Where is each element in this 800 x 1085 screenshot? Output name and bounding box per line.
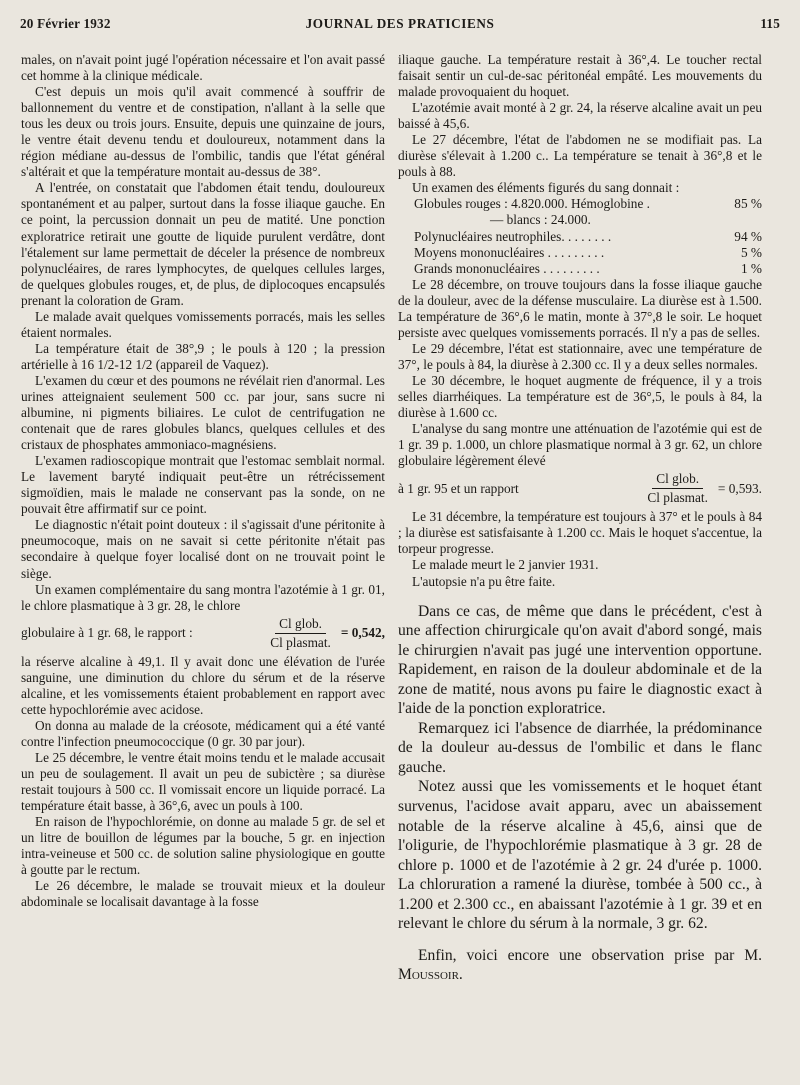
paragraph: males, on n'avait point jugé l'opération nécessaire et l'on avait passé cet homme à la clinique médicale. <box>21 52 385 84</box>
fraction <box>266 616 335 651</box>
spacer <box>398 590 762 602</box>
paragraph: Le 25 décembre, le ventre était moins tendu et le malade accusait un peu de soulagement. Il avait un peu de subictère ; sa diurèse restait toujours à 500 cc. Il vomissait encore un liquide porracé. La température était basse, à 36°,6, avec un pouls à 100. <box>21 750 385 814</box>
table-row <box>398 245 762 261</box>
paragraph: Le malade avait quelques vomissements porracés, mais les selles étaient normales. <box>21 308 385 340</box>
ratio-formula <box>21 616 385 651</box>
paragraph: Le diagnostic n'était point douteux : il s'agissait d'une péritonite à pneumocoque, mais on ne savait si cette péritonite n'était pas secondaire à quelque foyer localisé dont on ne trouvait point le siège. <box>21 517 385 581</box>
closing-text: Enfin, voici encore une observation prise par M. <box>418 946 762 964</box>
paragraph: Un examen complémentaire du sang montra l'azotémie à 1 gr. 01, le chlore plasmatique à 3 gr. 28, le chlore <box>21 581 385 613</box>
row-label: Moyens mononucléaires . . . . . . . . . <box>414 244 605 260</box>
fraction-numerator: Cl glob. <box>652 471 703 489</box>
paragraph: la réserve alcaline à 49,1. Il y avait donc une élévation de l'urée sanguine, une diminution du chlore du sérum et de la réserve alcaline, et les vomissements étaient probablement en rapport avec cette hypochlorémie avec acidose. <box>21 653 385 717</box>
paragraph: Le 27 décembre, l'état de l'abdomen ne se modifiait pas. La diurèse s'élevait à 1.200 c.. La température se tenait à 36°,8 et le pouls à 88. <box>398 132 762 180</box>
formula-text: globulaire à 1 gr. 68, le rapport : <box>21 625 193 641</box>
paragraph: L'examen radioscopique montrait que l'estomac semblait normal. Le lavement baryté indiquait peut-être un rétrécissement sigmoïdien, mais le malade ne conservant pas la sonde, on ne pouvait être affirmatif sur ce point. <box>21 453 385 517</box>
row-value: 1 % <box>740 260 762 276</box>
paragraph: L'autopsie n'a pu être faite. <box>412 573 556 589</box>
paragraph: Le malade meurt le 2 janvier 1931. <box>412 557 599 573</box>
fraction-denominator: Cl plasmat. <box>647 490 708 506</box>
fraction-denominator: Cl plasmat. <box>270 634 331 650</box>
paragraph: Le 31 décembre, la température est toujours à 37° et le pouls à 84 ; la diurèse est satisfaisante à 1.200 cc. Mais le hoquet s'accentue, la torpeur progresse. <box>398 509 762 557</box>
paragraph: C'est depuis un mois qu'il avait commencé à souffrir de ballonnement du ventre et de constipation, n'allant à la selle que tous les deux ou trois jours. Ensuite, depuis une quinzaine de jours, le ventre était devenu tendu et douloureux, notamment dans la région médiane au-dessus de l'ombilic, tandis que l'état général s'altérait et que la température montait au-dessus de 38°. <box>21 84 385 180</box>
table-row <box>398 261 762 277</box>
paragraph: Remarquez ici l'absence de diarrhée, la prédominance de la douleur au-dessus de l'ombilic et dans le flanc gauche. <box>398 719 762 776</box>
fraction <box>643 471 712 506</box>
left-column <box>21 52 385 910</box>
formula-text: à 1 gr. 95 et un rapport <box>398 480 519 496</box>
paragraph: On donna au malade de la créosote, médicament qui a été vanté contre l'infection pneumococcique (0 gr. 30 par jour). <box>21 717 385 749</box>
paragraph: En raison de l'hypochlorémie, on donne au malade 5 gr. de sel et un litre de bouillon de légumes par la bouche, 5 gr. en injection intra-veineuse et 500 cc. de solution saline physiologique en goutte à goutte par le rectum. <box>21 814 385 878</box>
paragraph: iliaque gauche. La température restait à 36°,4. Le toucher rectal faisait sentir un cul-de-sac péritonéal empâté. Les mouvements du malade provoquaient du hoquet. <box>398 52 762 100</box>
paragraph: Le 26 décembre, le malade se trouvait mieux et la douleur abdominale se localisait davantage à la fosse <box>21 878 385 910</box>
fraction-numerator: Cl glob. <box>275 616 326 634</box>
row-value: 85 % <box>734 196 762 212</box>
page-number: 115 <box>760 16 780 31</box>
paragraph: Le 29 décembre, l'état est stationnaire, avec une température de 37°, le pouls à 84, la diurèse à 2.300 cc. Il y a deux selles normales. <box>398 340 762 372</box>
journal-title: JOURNAL DES PRATICIENS <box>305 16 495 31</box>
row-label: Grands mononucléaires . . . . . . . . . <box>414 260 600 276</box>
right-column <box>398 52 762 985</box>
paragraph <box>398 946 762 985</box>
row-label: — blancs : 24.000. <box>490 212 591 228</box>
ratio-formula <box>398 471 762 506</box>
table-row <box>398 212 762 228</box>
formula-value: = 0,593. <box>717 480 762 496</box>
formula-value: = 0,542, <box>340 625 385 641</box>
blood-count-table <box>398 196 762 276</box>
row-label: Polynucléaires neutrophiles. . . . . . . . <box>414 228 612 244</box>
paragraph: A l'entrée, on constatait que l'abdomen était tendu, douloureux spontanément et au palper, surtout dans la fosse iliaque gauche. En ce point, la percussion donnait un peu de matité. Une ponction exploratrice retirait une goutte de liquide purulent verdâtre, dont l'étalement sur lame permettait de déceler la présence de nombreux polynucléaires, de rares lymphocytes, de quelques cellules larges, de quelques globules rouges, et, de plus, de diplocoques encapsulés prenant la coloration de Gram. <box>21 180 385 308</box>
commentary-section <box>398 602 762 985</box>
paragraph: Dans ce cas, de même que dans le précédent, c'est à une affection chirurgicale qu'on avait d'abord songé, mais le chirurgien n'avait pas jugé une intervention opportune. Rapidement, en raison de la douleur abdominale et de la zone de matité, nous avons pu faire le diagnostic exact à l'aide de la ponction exploratrice. <box>398 602 762 718</box>
paragraph: L'examen du cœur et des poumons ne révélait rien d'anormal. Les urines atteignaient seulement 500 cc. par jour, sans sucre ni albumine, ni pigments biliaires. Le culot de centrifugation ne contenait que de rares globules blancs, quelques cellules et des cristaux de phosphates ammoniaco-magnésiens. <box>21 372 385 453</box>
paragraph: Le 30 décembre, le hoquet augmente de fréquence, il y a trois selles diarrhéiques. La température est de 36°,5, le pouls à 84, la diurèse à 1.600 cc. <box>398 372 762 421</box>
paragraph: L'analyse du sang montre une atténuation de l'azotémie qui est de 1 gr. 39 p. 1.000, un chlore plasmatique normal à 3 gr. 62, un chlore globulaire légèrement élevé <box>398 421 762 469</box>
page-header <box>18 16 782 38</box>
paragraph: Notez aussi que les vomissements et le hoquet étant survenus, l'acidose avait apparu, avec un abaissement notable de la réserve alcaline à 45,6, ainsi que de l'oligurie, de l'hypochlorémie plasmatique à 3 gr. 28 de chlore p. 1000 et de l'azotémie à 2 gr. 24 d'urée p. 1000. La chloruration a ramené la diurèse, tombée à 500 cc., à 1.200 et 2.300 cc., en abaissant l'azotémie à 1 gr. 39 et en relevant le chlore du sérum à la normale, 3 gr. 62. <box>398 778 762 933</box>
spacer <box>398 934 762 946</box>
author-name: Moussoir. <box>398 966 463 984</box>
row-value: 94 % <box>734 228 762 244</box>
paragraph: Un examen des éléments figurés du sang donnait : <box>412 180 680 196</box>
paragraph: L'azotémie avait monté à 2 gr. 24, la réserve alcaline avait un peu baissé à 45,6. <box>398 100 762 132</box>
paragraph: La température était de 38°,9 ; le pouls à 120 ; la pression artérielle à 16 1/2-12 1/2 (appareil de Vaquez). <box>21 340 385 372</box>
row-label: Globules rouges : 4.820.000. Hémoglobine . <box>414 196 650 212</box>
table-row <box>398 196 762 212</box>
row-value: 5 % <box>740 244 762 260</box>
paragraph: Le 28 décembre, on trouve toujours dans la fosse iliaque gauche de la douleur, avec de la défense musculaire. La diurèse est à 1.500. La température de 36°,6 le matin, monte à 37°,8 le soir. Le hoquet persiste avec quelques vomissements porracés. Il n'y a pas de selles. <box>398 276 762 340</box>
table-row <box>398 229 762 245</box>
issue-date: 20 Février 1932 <box>20 16 111 31</box>
